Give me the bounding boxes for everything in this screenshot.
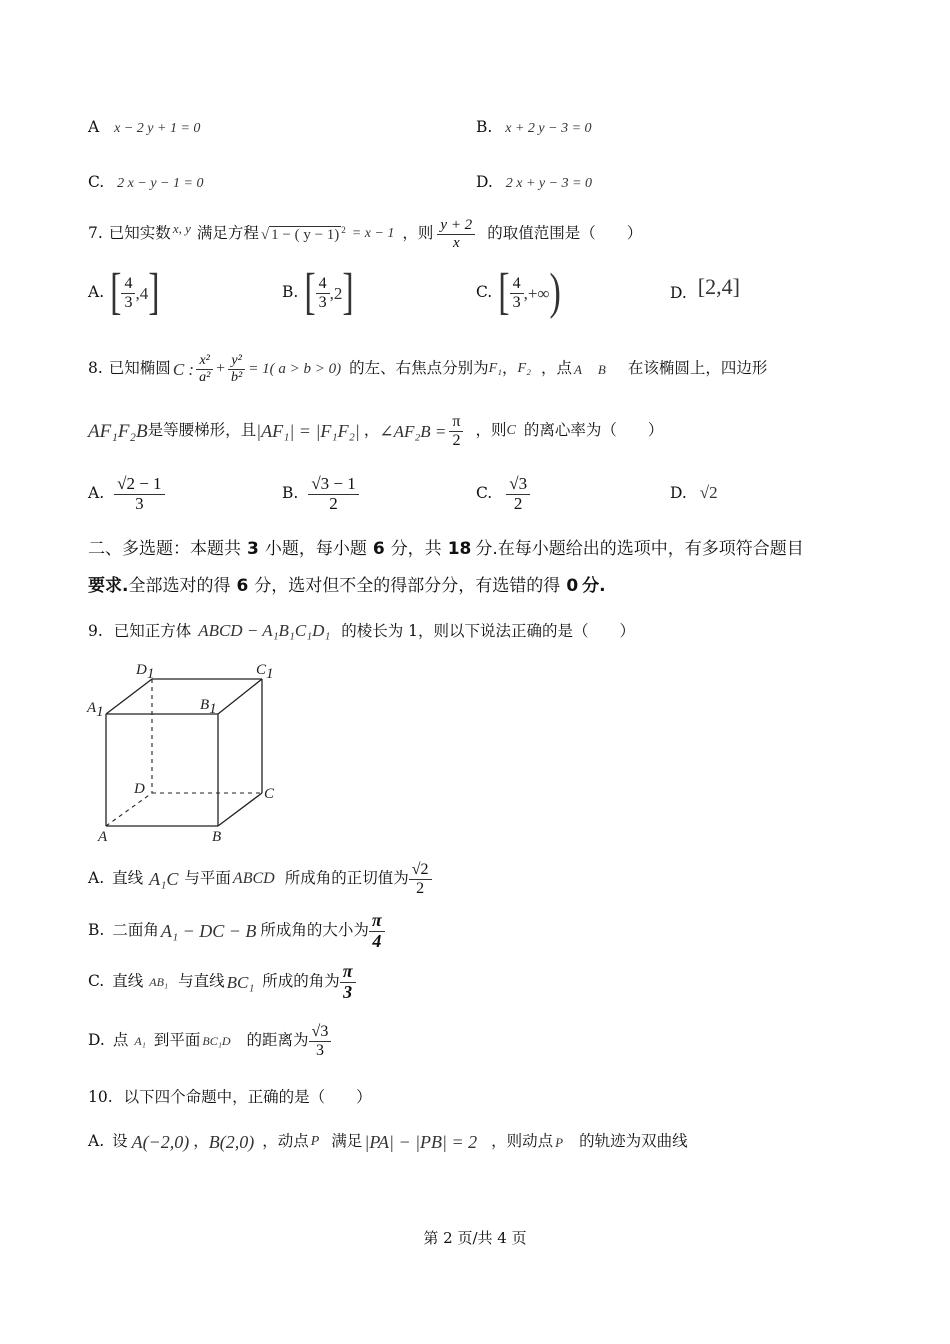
- option-text: 所成角的大小为: [260, 921, 369, 940]
- equation-rhs: = x − 1: [351, 226, 395, 241]
- fraction-denominator: 2: [329, 493, 338, 513]
- fraction: [510, 275, 524, 311]
- interval-end: ,+∞: [523, 283, 550, 303]
- option-label: D.: [670, 484, 687, 502]
- vertex-label-b1: B1: [200, 697, 217, 717]
- option-expression: 2 x + y − 3 = 0: [505, 176, 593, 191]
- focus-f1: F₁: [488, 361, 503, 376]
- option-label: C.: [476, 484, 493, 503]
- stem-text: 的左、右焦点分别为: [349, 359, 489, 378]
- fraction-denominator: a²: [199, 369, 211, 385]
- fraction: [437, 217, 475, 251]
- fraction: [369, 911, 385, 952]
- math-expression: A₁: [134, 1034, 146, 1048]
- option-label: B.: [282, 283, 299, 302]
- fraction-denominator: 2: [452, 431, 461, 449]
- fraction-denominator: 3: [315, 1041, 324, 1059]
- fraction: [340, 962, 356, 1003]
- option-text: 直线: [112, 869, 144, 888]
- section-text: 小题，每小题: [264, 539, 367, 559]
- stem-text: 已知正方体: [113, 622, 192, 640]
- fraction-denominator: x: [452, 234, 460, 251]
- math-expression: ABCD: [232, 870, 275, 887]
- sqrt-expression: √ 1 − ( y − 1) $^2$: [260, 224, 346, 243]
- stem-text: 是等腰梯形，且: [147, 421, 257, 440]
- option-text: 满足: [331, 1132, 363, 1151]
- q9-option-a: [88, 855, 432, 903]
- point-p: P: [310, 1134, 320, 1149]
- fraction-denominator: b²: [231, 369, 243, 385]
- fraction: [121, 275, 135, 311]
- math-expression: A₁ − DC − B: [160, 921, 257, 941]
- fraction-x: [196, 353, 213, 385]
- stem-text: 在该椭圆上，四边形: [627, 359, 768, 378]
- stem-text: 的离心率为（ ）: [523, 421, 664, 440]
- option-label: B.: [282, 484, 299, 503]
- option-expression: x + 2 y − 3 = 0: [505, 121, 592, 136]
- q9-option-d: [88, 1016, 331, 1066]
- option-text: 所成角的正切值为: [284, 869, 409, 888]
- fraction-numerator: y²: [228, 353, 244, 369]
- option-text: ，动点: [262, 1132, 309, 1151]
- option-text: 的轨迹为双曲线: [579, 1132, 688, 1151]
- fraction-numerator: √2 − 1: [114, 475, 164, 495]
- question-number: 10.: [88, 1088, 113, 1106]
- option-label: D.: [88, 1031, 105, 1050]
- fraction-numerator: π: [340, 962, 356, 983]
- vertex-label-d: D: [134, 781, 145, 797]
- vertex-label-a: A: [98, 829, 108, 845]
- math-expression: A₁C: [149, 869, 179, 889]
- stem-text: 已知实数: [108, 224, 171, 243]
- fraction-denominator: 3: [343, 981, 353, 1002]
- interval: [2,4]: [697, 274, 740, 299]
- edge-a1d1: [106, 679, 152, 714]
- option-label: A.: [88, 283, 105, 302]
- question-9-stem: [88, 622, 635, 640]
- stem-text: 的取值范围是（ ）: [487, 224, 643, 243]
- question-number: 7.: [88, 224, 103, 243]
- stem-text: ，点: [540, 359, 572, 378]
- sqrt-body: 1 − ( y − 1): [271, 226, 340, 243]
- fraction-numerator: √3: [309, 1023, 332, 1042]
- section-text: 分.: [582, 576, 606, 596]
- section-text: 二、多选题：本题共: [88, 539, 241, 559]
- point-p: P: [555, 1134, 564, 1150]
- option-label: D.: [670, 284, 687, 302]
- option-label: C.: [88, 972, 105, 991]
- question-7-stem: [88, 214, 642, 254]
- fraction-denominator: 3: [512, 293, 521, 311]
- q8-option-a: [88, 468, 165, 520]
- option-expression: 2 x − y − 1 = 0: [117, 176, 204, 191]
- option-label: D.: [476, 173, 493, 191]
- option-text: 与直线: [178, 972, 225, 991]
- section-number: 18: [447, 539, 472, 559]
- edge-bc: [218, 793, 262, 826]
- page-footer: 第 2 页/共 4 页: [423, 1229, 527, 1247]
- vertex-label-a1: A1: [87, 700, 104, 720]
- option-label: A.: [88, 869, 105, 888]
- q8-option-c: [476, 468, 530, 520]
- interval-end: ,4: [135, 283, 149, 303]
- section-text: 分，共: [390, 539, 442, 559]
- q10-option-a: [88, 1124, 688, 1160]
- cube-name: ABCD − A₁B₁C₁D₁: [198, 621, 331, 640]
- point-a-coords: A(−2,0): [131, 1132, 190, 1152]
- exponent: 2: [341, 224, 346, 235]
- section-number: 6: [372, 539, 385, 559]
- vertex-label-d1: D1: [136, 662, 155, 682]
- fraction: [449, 413, 463, 449]
- q9-option-c: [88, 958, 356, 1006]
- q6-option-a: [88, 120, 200, 136]
- point-a: A: [573, 361, 582, 377]
- vertex-label-b: B: [212, 829, 222, 845]
- section-number: 6: [236, 576, 249, 596]
- fraction-numerator: √2: [409, 861, 432, 880]
- option-label: A.: [88, 1132, 105, 1151]
- fraction-denominator: 2: [416, 879, 425, 897]
- fraction: [316, 275, 330, 311]
- option-text: 设: [112, 1132, 128, 1151]
- stem-text: 的棱长为 1，则以下说法正确的是（ ）: [341, 622, 635, 640]
- question-10-stem: [88, 1090, 372, 1106]
- option-label: A.: [88, 484, 105, 503]
- focus-f2: F₂: [517, 361, 531, 376]
- vertex-label-c1: C1: [256, 662, 274, 682]
- length-equation: |AF₁| = |F₁F₂|: [256, 421, 360, 441]
- q6-option-c: [88, 175, 203, 191]
- section-number: 0: [566, 576, 579, 596]
- option-text: 点: [112, 1031, 129, 1050]
- condition-expression: |PA| − |PB| = 2: [364, 1132, 478, 1152]
- question-8-stem-line2: [88, 408, 663, 454]
- q7-option-b: B. [ $\frac{4}{3}$ ,2 ]: [282, 264, 354, 320]
- fraction-numerator: 4: [121, 275, 135, 294]
- ellipse-ref: C: [506, 423, 516, 438]
- fraction-numerator: 4: [510, 275, 524, 294]
- q6-option-d: [476, 175, 592, 191]
- section-text: 要求.: [88, 576, 129, 596]
- fraction-numerator: √3 − 1: [308, 475, 358, 495]
- section-text: 分.: [475, 539, 498, 559]
- math-expression: AB₁: [149, 975, 169, 989]
- separator: ，: [193, 1132, 209, 1151]
- fraction-numerator: 4: [316, 275, 330, 294]
- question-number: 9.: [88, 622, 103, 640]
- fraction-numerator: π: [449, 413, 463, 432]
- fraction-numerator: y + 2: [437, 217, 475, 235]
- fraction: [114, 475, 164, 513]
- option-expression: x − 2 y + 1 = 0: [114, 121, 201, 136]
- option-text: 的距离为: [246, 1031, 309, 1050]
- q7-option-d: [670, 274, 740, 302]
- fraction-denominator: 3: [135, 493, 144, 513]
- section-number: 3: [247, 539, 259, 559]
- stem-text: 满足方程: [196, 224, 259, 243]
- option-text: 到平面: [153, 1031, 201, 1050]
- fraction-numerator: √3: [506, 475, 530, 495]
- fraction: [308, 475, 358, 513]
- section-text: 全部选对的得: [128, 576, 231, 596]
- question-number: 8.: [88, 359, 103, 378]
- option-text: 二面角: [112, 921, 159, 940]
- point-b: B: [597, 361, 606, 377]
- point-b-coords: B(2,0): [208, 1132, 255, 1152]
- q7-option-a: A. [ $\frac{4}{3}$ ,4 ]: [88, 264, 160, 320]
- fraction-y: [228, 353, 245, 385]
- option-label: A: [88, 118, 100, 136]
- stem-text: ，则: [402, 224, 434, 243]
- fraction-numerator: π: [369, 911, 385, 932]
- option-text: ，则动点: [491, 1132, 554, 1151]
- edge-b1c1: [218, 679, 262, 714]
- question-8-stem-line1: 8. 已知椭圆 C : $\frac{\text{x²}}{\text{a²}}$ + $\frac{\text{y²}}{\text{b²}}$ = 1( a > b > 0) 的左、右焦点分别为 F₁ ， F₂ ，点 A B 在该椭圆上，四边形: [88, 353, 768, 385]
- q6-option-b: [476, 120, 592, 136]
- quadrilateral: AF₁F₂B: [88, 420, 148, 442]
- option-label: C.: [88, 173, 105, 191]
- math-expression: BC₁D: [202, 1034, 231, 1048]
- option-value: √2: [699, 483, 718, 502]
- interval-end: ,2: [329, 283, 343, 303]
- option-text: 所成的角为: [262, 972, 340, 991]
- angle-expression: ∠AF₂B =: [379, 421, 447, 441]
- section-2-instruction-line1: [88, 541, 804, 558]
- stem-text: 以下四个命题中，正确的是（ ）: [123, 1088, 372, 1106]
- q9-option-b: [88, 907, 385, 955]
- stem-text: ，: [363, 421, 380, 440]
- section-2-instruction-line2: [88, 578, 606, 595]
- option-text: 直线: [112, 972, 144, 991]
- math-expression: BC₁: [226, 972, 255, 992]
- fraction: [409, 861, 432, 897]
- fraction: [309, 1023, 332, 1059]
- option-text: 与平面: [184, 869, 231, 888]
- fraction-denominator: 3: [318, 293, 327, 311]
- fraction: [506, 475, 530, 513]
- separator: ，: [502, 359, 518, 378]
- ellipse-condition: = 1( a > b > 0): [248, 360, 342, 377]
- ellipse-name: C :: [172, 359, 195, 379]
- cube-figure: [84, 656, 284, 846]
- section-text: 在每小题给出的选项中，有多项符合题目: [497, 539, 804, 559]
- option-label: C.: [476, 283, 493, 302]
- fraction-denominator: 3: [124, 293, 133, 311]
- fraction-denominator: 2: [513, 493, 523, 513]
- section-text: 分，选对但不全的得部分分，有选错的得: [254, 576, 561, 596]
- stem-text: ，则: [475, 421, 507, 440]
- math-vars: x, y: [172, 220, 191, 236]
- option-label: B.: [476, 118, 493, 136]
- option-label: B.: [88, 921, 105, 940]
- vertex-label-c: C: [264, 786, 275, 802]
- stem-text: 已知椭圆: [108, 359, 171, 378]
- fraction-denominator: 4: [372, 930, 382, 951]
- edge-ad-hidden: [106, 793, 152, 826]
- fraction-numerator: x²: [196, 353, 212, 369]
- q7-option-c: C. [ $\frac{4}{3}$ ,+∞ ): [476, 264, 561, 320]
- q8-option-b: [282, 468, 359, 520]
- q8-option-d: [670, 484, 718, 502]
